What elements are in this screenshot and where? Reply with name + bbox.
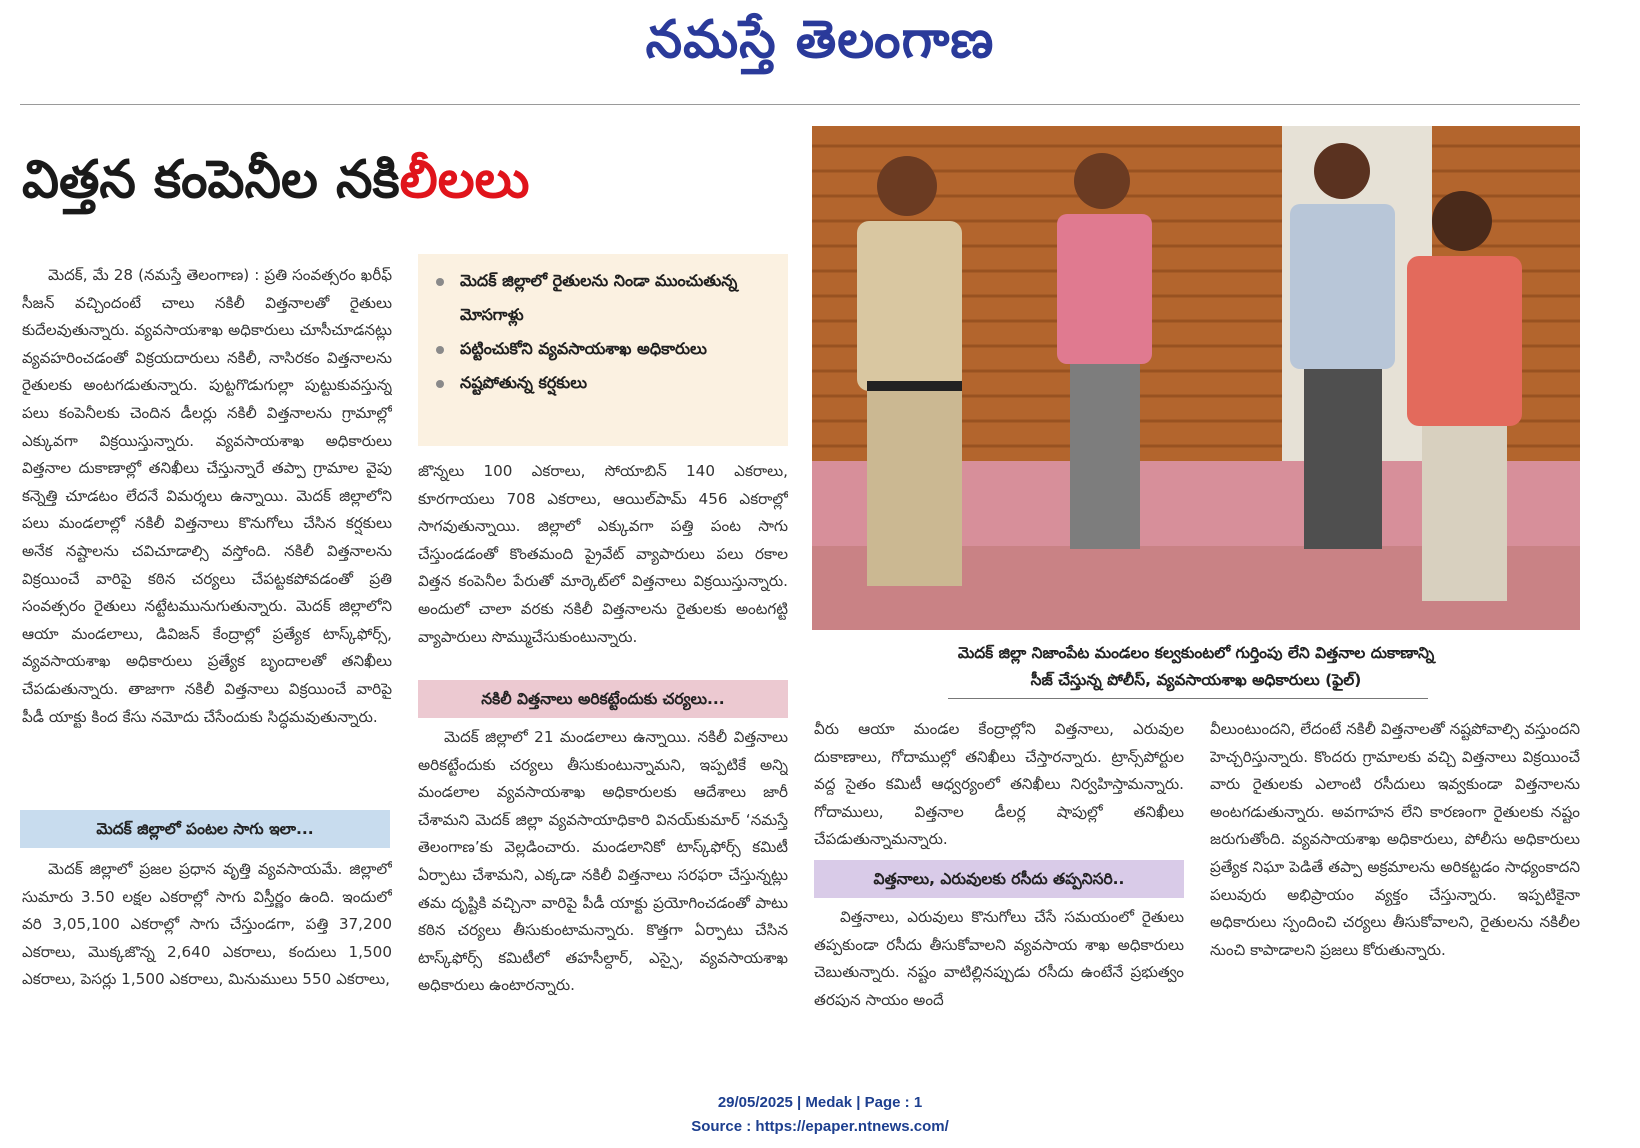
caption-line-2: సీజ్‌ చేస్తున్న పోలీస్‌, వ్యవసాయశాఖ అధికారులు (ఫైల్‌) [1030, 671, 1362, 689]
highlights-box [418, 254, 788, 446]
highlight-item: మెదక్‌ జిల్లాలో రైతులను నిండా ముంచుతున్న మోసగాళ్లు [434, 264, 778, 332]
column3-paragraph-2: విత్తనాలు, ఎరువులు కొనుగోలు చేసే సమయంలో రైతులు తప్పకుండా రసీదు తీసుకోవాలని వ్యవసాయ శాఖ అధికారులు చెబుతున్నారు. నష్టం వాటిల్లినప్పుడు రసీదు ఉంటేనే ప్రభుత్వం తరపున సాయం అందే [814, 908, 1184, 1009]
bullet-icon [436, 278, 444, 286]
newspaper-masthead: నమస్తే తెలంగాణ [645, 10, 995, 70]
highlight-item: పట్టించుకోని వ్యవసాయశాఖ అధికారులు [434, 332, 778, 366]
footer-date-edition: 29/05/2025 | Medak | Page : 1 [717, 1094, 923, 1111]
article-column-3 [814, 716, 1184, 856]
article-column-3b [814, 904, 1184, 1016]
article-headline [22, 150, 792, 223]
subhead-receipt: విత్తనాలు, ఎరువులకు రసీదు తప్పనిసరి.. [814, 860, 1184, 898]
column1-paragraph-2: మెదక్‌ జిల్లాలో ప్రజల ప్రధాన వృత్తి వ్యవసాయమే. జిల్లాలో సుమారు 3.50 లక్షల ఎకరాల్లో సాగు విస్తీర్ణం ఉంది. ఇందులో వరి 3,05,100 ఎకరాల్లో సాగు చేస్తుండగా, పత్తి 37,200 ఎకరాలు, మొక్కజొన్న 2,640 ఎకరాలు, కందులు 1,500 ఎకరాలు, పెసర్లు 1,500 ఎకరాలు, మినుములు 550 ఎకరాలు, [22, 860, 392, 989]
article-column-2b [418, 724, 788, 1029]
masthead-divider [20, 104, 1580, 105]
subhead-actions: నకిలీ విత్తనాలు అరికట్టేందుకు చర్యలు... [418, 680, 788, 718]
column2-paragraph: జొన్నలు 100 ఎకరాలు, సోయాబిన్‌ 140 ఎకరాలు, కూరగాయలు 708 ఎకరాలు, ఆయిల్‌పామ్‌ 456 ఎకరాల్లో సాగవుతున్నాయి. జిల్లాలో ఎక్కువగా పత్తి పంట సాగు చేస్తుండడంతో కొంతమంది ప్రైవేట్‌ వ్యాపారులు పలు రకాల విత్తన కంపెనీల పేరుతో మార్కెట్‌లో విత్తనాలు విక్రయిస్తున్నారు. అందులో చాలా వరకు నకిలీ విత్తనాలను రైతులకు అంటగట్టి వ్యాపారులు సొమ్ముచేసుకుంటున్నారు. [418, 462, 788, 646]
article-column-1b [22, 856, 392, 1021]
column2-paragraph-2: మెదక్‌ జిల్లాలో 21 మండలాలు ఉన్నాయి. నకిలీ విత్తనాలు అరికట్టేందుకు చర్యలు తీసుకుంటున్నామని, ఇప్పటికే అన్ని మండలాల వ్యవసాయశాఖ అధికారులకు ఆదేశాలు జారీ చేశామని మెదక్‌ జిల్లా వ్యవసాయాధికారి వినయ్‌కుమార్‌ ‘నమస్తే తెలంగాణ’కు వెల్లడించారు. మండలానికో టాస్క్‌ఫోర్స్‌ కమిటీ ఏర్పాటు చేశామని, ఎక్కడా నకిలీ విత్తనాలు సరఫరా చేస్తున్నట్లు తమ దృష్టికి వచ్చినా వారిపై పీడీ యాక్టు ప్రయోగించడంతో పాటు కఠిన చర్యలు తీసుకుంటామన్నారు. కొత్తగా ఏర్పాటు చేసిన టాస్క్‌ఫోర్స్‌ కమిటీలో తహసీల్దార్‌, ఎస్సై, వ్యవసాయశాఖ అధికారులు ఉంటారన్నారు. [418, 728, 788, 995]
photo-illustration [812, 126, 1580, 630]
caption-divider [948, 698, 1428, 699]
footer-source: Source : https://epaper.ntnews.com/ [691, 1118, 949, 1135]
news-photo [812, 126, 1580, 630]
bullet-icon [436, 380, 444, 388]
article-column-2 [418, 458, 788, 678]
caption-line-1: మెదక్‌ జిల్లా నిజాంపేట మండలం కల్వకుంటలో గుర్తింపు లేని విత్తనాల దుకాణాన్ని [957, 644, 1435, 662]
highlight-item: నష్టపోతున్న కర్షకులు [434, 366, 778, 400]
column1-paragraph: మెదక్‌, మే 28 (నమస్తే తెలంగాణ) : ప్రతి సంవత్సరం ఖరీఫ్‌ సీజన్‌ వచ్చిందంటే చాలు నకిలీ విత్తనాలతో రైతులు కుదేలవుతున్నారు. వ్యవసాయశాఖ అధికారులు చూసీచూడనట్లు వ్యవహరించడంతో విక్రయదారులు నకిలీ, నాసిరకం విత్తనాలను రైతులకు అంటగడుతున్నారు. పుట్టగొడుగుల్లా పుట్టుకువస్తున్న పలు కంపెనీలకు చెందిన డీలర్లు నకిలీ విత్తనాలను గ్రామాల్లో ఎక్కువగా విక్రయిస్తున్నారు. వ్యవసాయశాఖ అధికారులు విత్తనాల దుకాణాల్లో తనిఖీలు చేస్తున్నారే తప్పా గ్రామాల వైపు కన్నెత్తి చూడటం లేదనే విమర్శలు ఉన్నాయి. మెదక్‌ జిల్లాలోని పలు మండలాల్లో నకిలీ విత్తనాలు కొనుగోలు చేసిన కర్షకులు అనేక నష్టాలను చవిచూడాల్సి వస్తోంది. నకిలీ విత్తనాలను విక్రయించే వారిపై కఠిన చర్యలు చేపట్టకపోవడంతో ప్రతి సంవత్సరం రైతులు నట్టేటమునుగుతున్నారు. మెదక్‌ జిల్లాలోని ఆయా మండలాలు, డివిజన్‌ కేంద్రాల్లో ప్రత్యేక టాస్క్‌ఫోర్స్‌, వ్యవసాయశాఖ అధికారులు ప్రత్యేక బృందాలతో తనిఖీలు చేపడుతున్నారు. తాజాగా నకిలీ విత్తనాలు విక్రయించే వారిపై పీడీ యాక్టు కింద కేసు నమోదు చేసేందుకు సిద్ధమవుతున్నారు. [22, 266, 392, 726]
headline-highlight: లీలలు [399, 150, 530, 210]
headline-main: విత్తన కంపెనీల నకి [22, 150, 400, 210]
photo-caption [812, 640, 1580, 694]
bullet-icon [436, 346, 444, 354]
article-column-4 [1210, 716, 1580, 1016]
subhead-crop-cultivation: మెదక్‌ జిల్లాలో పంటల సాగు ఇలా... [20, 810, 390, 848]
column4-paragraph: వీలుంటుందని, లేదంటే నకిలీ విత్తనాలతో నష్టపోవాల్సి వస్తుందని హెచ్చరిస్తున్నారు. కొందరు గ్రామాలకు వచ్చి విత్తనాలు విక్రయించే వారు రైతులకు ఎలాంటి రసీదులు ఇవ్వకుండా విత్తనాలను అంటగడుతున్నారు. అవగాహన లేని కారణంగా రైతులకు నష్టం జరుగుతోంది. వ్యవసాయశాఖ అధికారులు, పోలీసు అధికారులు ప్రత్యేక నిఘా పెడితే తప్పా అక్రమాలను అరికట్టడం సాధ్యంకాదని పలువురు అభిప్రాయం వ్యక్తం చేస్తున్నారు. ఇప్పటికైనా అధికారులు స్పందించి చర్యలు తీసుకోవాలని, రైతులను నకిలీల నుంచి కాపాడాలని ప్రజలు కోరుతున్నారు. [1210, 720, 1580, 959]
article-column-1 [22, 262, 392, 784]
highlights-list [418, 254, 788, 400]
column3-paragraph: వీరు ఆయా మండల కేంద్రాల్లోని విత్తనాలు, ఎరువుల దుకాణాలు, గోదాముల్లో తనిఖీలు చేస్తారన్నారు. ట్రాన్స్‌పోర్టుల వద్ద సైతం కమిటీ ఆధ్వర్యంలో తనిఖీలు నిర్వహిస్తామన్నారు. గోదాములు, విత్తనాల డీలర్ల షాపుల్లో తనిఖీలు చేపడుతున్నామన్నారు. [814, 720, 1184, 849]
